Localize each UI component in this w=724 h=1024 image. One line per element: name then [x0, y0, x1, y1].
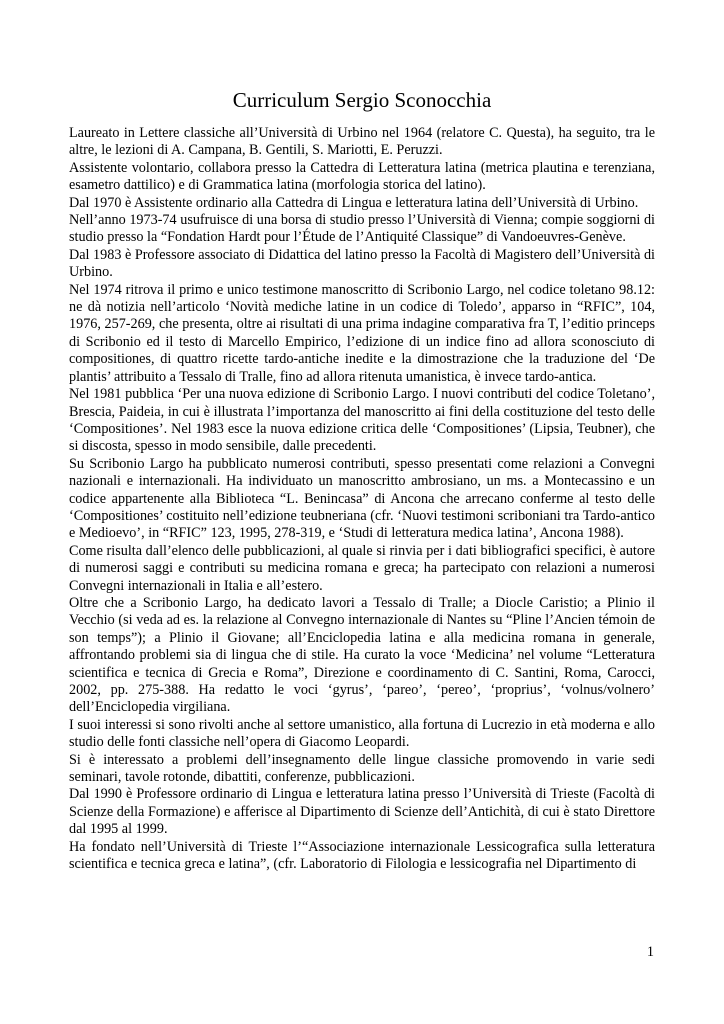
paragraph: Assistente volontario, collabora presso la Cattedra di Letteratura latina (metrica plautina e terenziana, esametro dattilico) e di Grammatica latina (morfologia storica del latino). [69, 159, 655, 194]
paragraph: Laureato in Lettere classiche all’Università di Urbino nel 1964 (relatore C. Questa), ha seguito, tra le altre, le lezioni di A. Campana, B. Gentili, S. Mariotti, E. Peruzzi. [69, 125, 655, 159]
paragraph: Dal 1990 è Professore ordinario di Lingua e letteratura latina presso l’Università di Trieste (Facoltà di Scienze della Formazione) e afferisce al Dipartimento di Scienze dell’Antichità, di cui è stato Direttore dal 1995 al 1999. [69, 786, 655, 838]
page-title: Curriculum Sergio Sconocchia [232, 88, 492, 112]
paragraph: Nel 1981 pubblica ‘Per una nuova edizione di Scribonio Largo. I nuovi contributi del codice Toletano’, Brescia, Paideia, in cui è illustrata l’importanza del manoscritto ai fini della costituzione del testo delle ‘Compositiones’. Nel 1983 esce la nuova edizione critica delle ‘Compositiones’ (Lipsia, Teubner), che si discosta, spesso in modo sensibile, dalle precedenti. [69, 386, 655, 455]
paragraph: Si è interessato a problemi dell’insegnamento delle lingue classiche promovendo in varie sedi seminari, tavole rotonde, dibattiti, conferenze, pubblicazioni. [69, 751, 655, 786]
paragraph: Su Scribonio Largo ha pubblicato numerosi contributi, spesso presentati come relazioni a Convegni nazionali e internazionali. Ha individuato un manoscritto ambrosiano, un ms. a Montecassino e un codice appartenente alla Biblioteca “L. Benincasa” di Ancona che arrecano conferme al testo delle ‘Compositiones’ costituito nell’edizione teubneriana (cfr. ‘Nuovi testimoni scriboniani tra Tardo-antico e Medioevo’, in “RFIC” 123, 1995, 278-319, e ‘Studi di letteratura medica latina’, Ancona 1988). [69, 455, 655, 542]
paragraph: Dal 1970 è Assistente ordinario alla Cattedra di Lingua e letteratura latina dell’Università di Urbino. [69, 194, 639, 211]
paragraph: Oltre che a Scribonio Largo, ha dedicato lavori a Tessalo di Tralle; a Diocle Caristio; a Plinio il Vecchio (si veda ad es. la relazione al Convegno internazionale di Nantes su “Pline l’Ancien témoin de son temps”); a Plinio il Giovane; all’Enciclopedia latina e alla medicina romana in generale, affrontando problemi sia di lingua che di stile. Ha curato la voce ‘Medicina’ nel volume “Letteratura scientifica e tecnica di Grecia e Roma”, Direzione e coordinamento di C. Santini, Roma, Carocci, 2002, pp. 275-388. Ha redatto le voci ‘gyrus’, ‘pareo’, ‘pereo’, ‘proprius’, ‘volnus/volnero’ dell’Enciclopedia virgiliana. [69, 594, 655, 716]
paragraph: Come risulta dall’elenco delle pubblicazioni, al quale si rinvia per i dati bibliografici specifici, è autore di numerosi saggi e contributi su medicina romana e greca; ha partecipato con relazioni a numerosi Convegni internazionali in Italia e all’estero. [69, 542, 655, 594]
page-number: 1 [646, 944, 654, 960]
paragraph: Dal 1983 è Professore associato di Didattica del latino presso la Facoltà di Magistero dell’Università di Urbino. [69, 246, 655, 281]
paragraph: Nel 1974 ritrova il primo e unico testimone manoscritto di Scribonio Largo, nel codice toletano 98.12: ne dà notizia nell’articolo ‘Novità mediche latine in un codice di Toledo’, apparso in “RFIC”, 104, 1976, 257-269, che presenta, oltre ai risultati di una prima indagine comparativa fra T, l’editio princeps di Scribonio ed il testo di Marcello Empirico, l’edizione di un indice fino ad allora sconosciuto di compositiones, di quattro ricette tardo-antiche inedite e la dimostrazione che la traduzione del ‘De plantis’ attribuito a Tessalo di Tralle, fino ad allora ritenuta umanistica, è invece tardo-antica. [69, 281, 655, 385]
paragraph: Nell’anno 1973-74 usufruisce di una borsa di studio presso l’Università di Vienna; compie soggiorni di studio presso la “Fondation Hardt pour l’Étude de l’Antiquité Classique” di Vandoeuvres-Genève. [69, 212, 655, 246]
document-body [69, 125, 655, 873]
paragraph: Ha fondato nell’Università di Trieste l’“Associazione internazionale Lessicografica sulla letteratura scientifica e tecnica greca e latina”, (cfr. Laboratorio di Filologia e lessicografia nel Dipartimento di [69, 838, 655, 873]
paragraph: I suoi interessi si sono rivolti anche al settore umanistico, alla fortuna di Lucrezio in età moderna e allo studio delle fonti classiche nell’opera di Giacomo Leopardi. [69, 716, 655, 751]
